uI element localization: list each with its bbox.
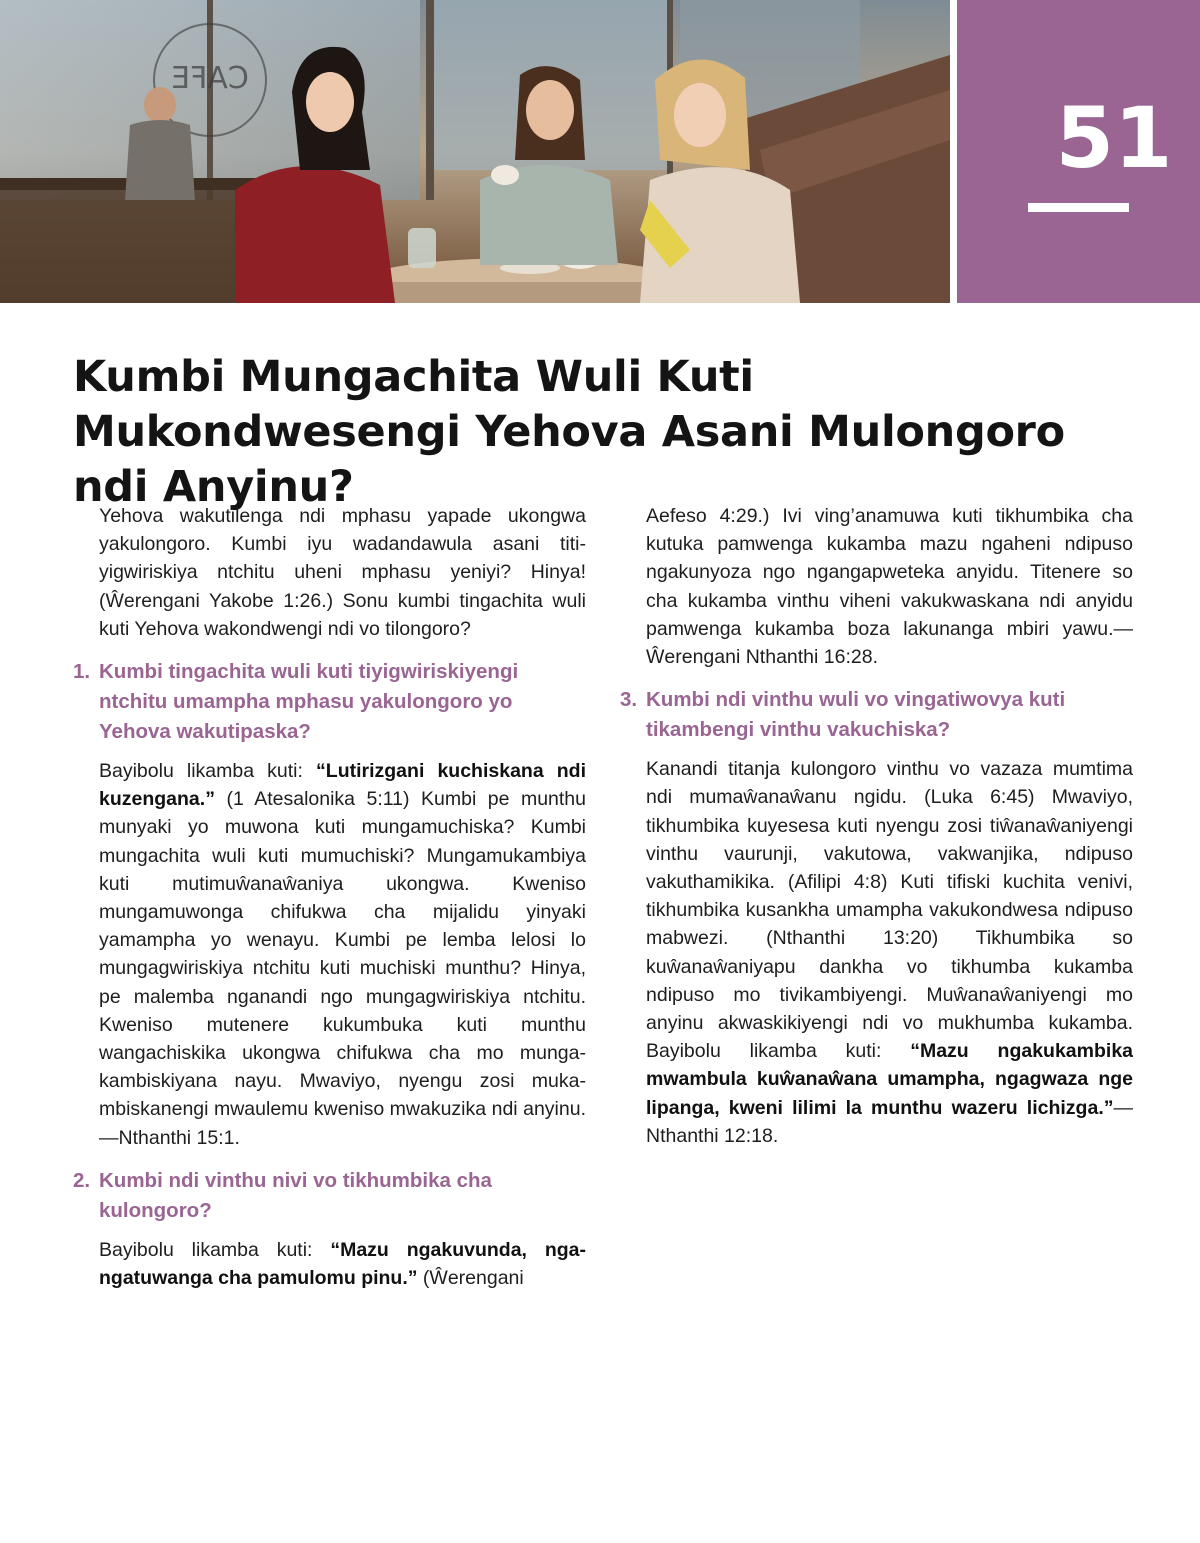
question-number: 2. xyxy=(73,1168,91,1192)
intro-paragraph: Yehova wakutilenga ndi mphasu yapade ukongwa yakulongoro. Kumbi iyu wadandawula asani titiyigwiriskiya ntchitu uheni mphasu yeniyi? Hinya! (Ŵerengani Yakobe 1:26.) Sonu kumbi tingachita wuli kuti Yehova wakondwengi ndi vo tilongoro? xyxy=(99,505,586,640)
answer-2-paragraph xyxy=(99,1236,586,1292)
answer-text: (1 Atesalonika 5:11) Kumbi pe munthu munyaki yo muwona kuti mungamuchiska? Kumbi mungachita wuli kuti mumuchiski? Mungamukambiya kuti mutimuŵanaŵaniya ukongwa. Kweniso mungamuwonga chifukwa cha mijalidu yinyaki yamampha yo wenayu. Kumbi pe lemba lelosi lo mungagwiriskiya ntchitu kuti muchiski munthu? Hinya, pe malemba nganandi ngo mungagwiriskiya ntchitu. Kweniso mutenere kukumbuka kuti munthu wangachiskika ukongwa chifukwa cha mo mungakambiskiyana nayu. Mwaviyo, nyengu zosi mukambiskanengi mwaulemu kweniso mwakuzika ndi anyinu.—Nthanthi 15:1. xyxy=(99,788,586,1149)
lesson-number: 51 xyxy=(1055,89,1173,187)
answer-1-paragraph xyxy=(99,757,586,1152)
question-number: 1. xyxy=(73,660,91,684)
answer-text: Bayibolu likamba kuti: xyxy=(99,1238,331,1261)
page-title: Kumbi Mungachita Wuli Kuti Mukondwesengi Yehova Asani Mulongoro ndi Anyinu? xyxy=(73,352,1065,512)
scripture-quote: “Mazu ngakukambika mwambula kuŵanaŵana umampha, ngagwaza nge lipanga, kweni lilimi la munthu wazeru lichizga.” xyxy=(646,1040,1134,1119)
badge-underline xyxy=(1028,203,1129,212)
cafe-sign: CAFE xyxy=(171,61,249,96)
cafe-scene-illustration xyxy=(0,0,950,303)
right-column xyxy=(620,502,1133,1164)
question-text: Kumbi tingachita wuli kuti tiyigwiriskiyengi ntchitu umampha mphasu yakulongoro yo Yehova wakutipaska? xyxy=(99,660,519,744)
answer-text: —Nthanthi 12:18. xyxy=(646,1096,1133,1147)
question-text: Kumbi ndi vinthu wuli vo vingatiwovya kuti tikambengi vinthu vakuchiska? xyxy=(646,688,1066,742)
scripture-quote: “Mazu ngakuvunda, ngangatuwanga cha pamulomu pinu.” xyxy=(99,1238,586,1290)
hero-photo xyxy=(0,0,950,303)
question-2-heading xyxy=(73,1166,586,1226)
answer-text: (Ŵerengani xyxy=(417,1267,524,1290)
answer-2-continued: Aefeso 4:29.) Ivi ving’anamuwa kuti tikhumbika cha kutuka pamwenga kukamba mazu ngaheni ndipuso ngakunyoza ngo ngangapweteka anyidu. Titenere so cha kukamba vinthu viheni vakukwaskana ndi anyidu pamwenga kukamba boza lakunanga mbiri yawu.—Ŵerengani Nthanthi 16:28. xyxy=(646,505,1133,669)
question-number: 3. xyxy=(620,688,638,712)
question-1-heading xyxy=(73,657,586,747)
answer-text: Kanandi titanja kulongoro vinthu vo vazaza mumtima ndi mumaŵanaŵanu ngidu. (Luka 6:45) Mwaviyo, tikhumbika kuyesesa kuti nyengu zosi tiŵanaŵaniyengi vinthu vaurunji, vakutowa, vakwanjika, ndipuso vakuthamikika. (Afilipi 4:8) Kuti tifiski kuchita venivi, tikhumbika kusankha umampha vakukondwesa ndipuso mabwezi. (Nthanthi 13:20) Tikhumbika so kuŵanaŵaniyapu dankha vo tikhumba kukamba ndipuso mo tivikambiyengi. Muŵanaŵaniyengi mo anyinu akwaskikiyengi ndi vo mukhumba kukamba. Bayibolu likamba kuti: xyxy=(646,758,1133,1063)
scripture-quote: “Lutirizgani kuchiskana ndi kuzengana.” xyxy=(99,760,586,811)
question-3-heading xyxy=(620,685,1133,745)
left-column xyxy=(73,502,586,1306)
answer-3-paragraph xyxy=(646,755,1133,1150)
answer-text: Bayibolu likamba kuti: xyxy=(99,760,317,783)
lesson-number-badge xyxy=(957,0,1200,303)
question-text: Kumbi ndi vinthu nivi vo tikhumbika cha kulongoro? xyxy=(99,1168,492,1222)
